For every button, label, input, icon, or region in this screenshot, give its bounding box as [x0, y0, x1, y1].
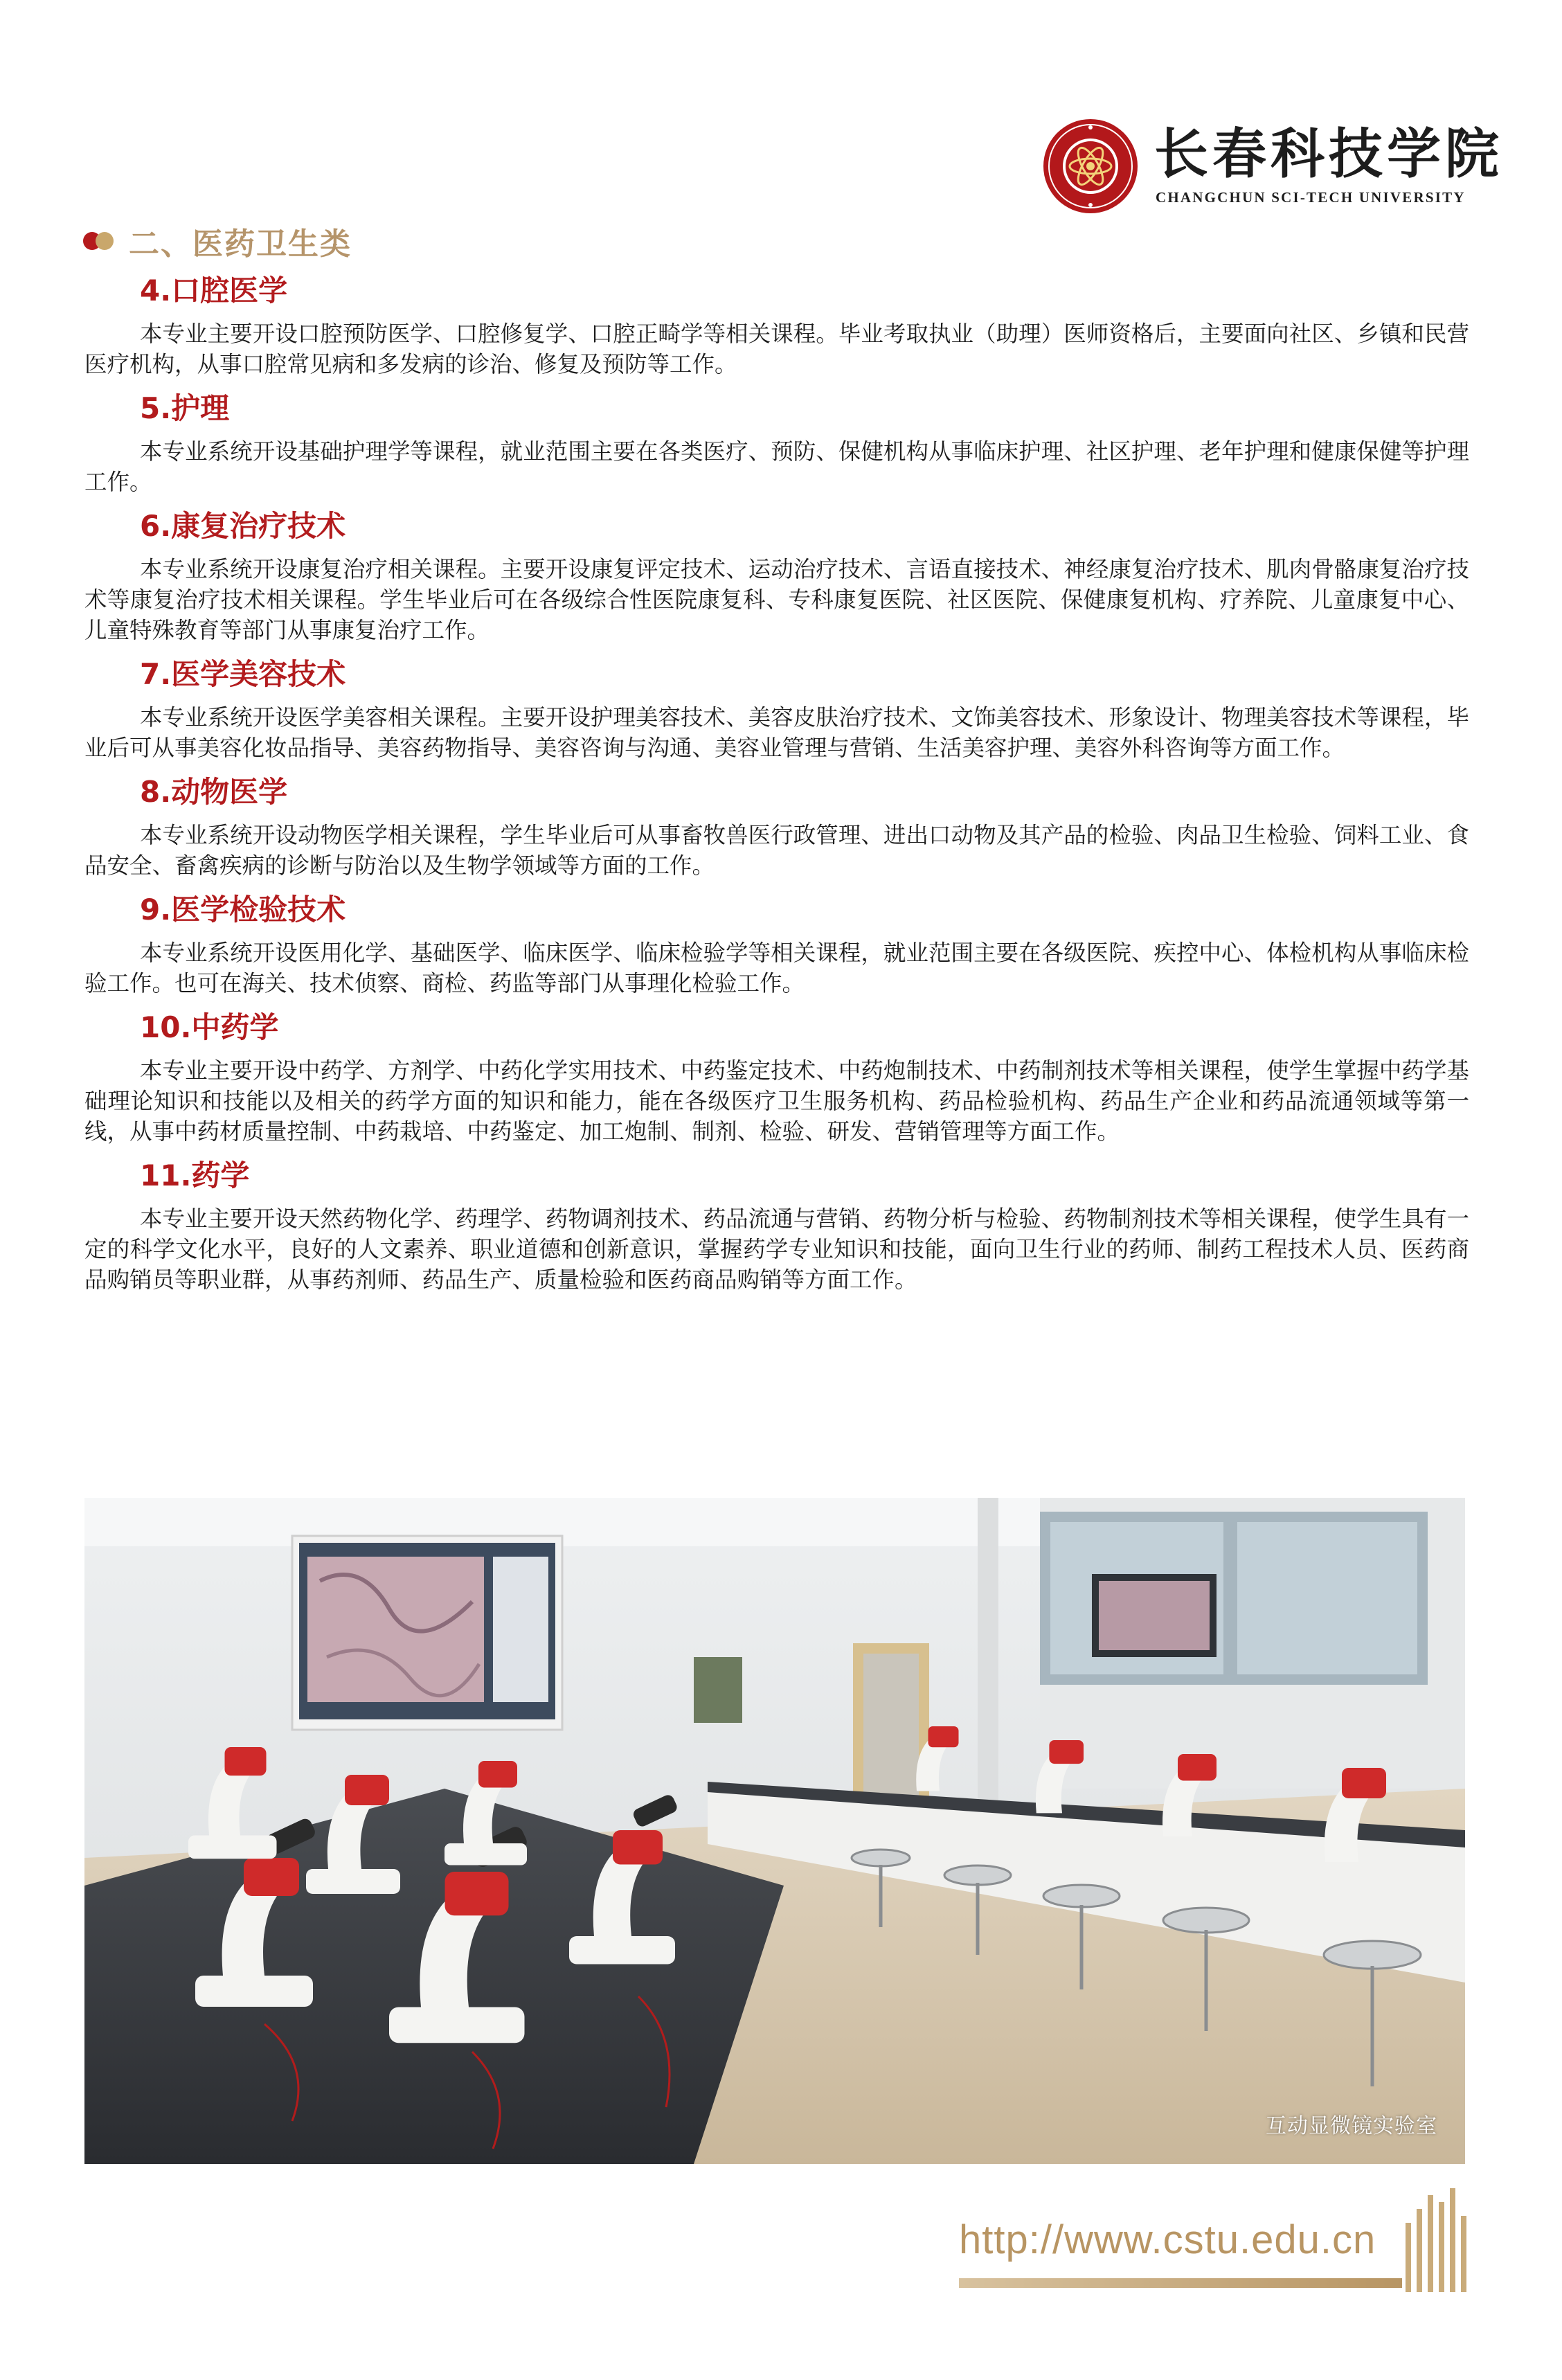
section-title: 二、医药卫生类: [129, 226, 352, 262]
photo-caption: 互动显微镜实验室: [1266, 2114, 1437, 2138]
lab-photo: [84, 1498, 1465, 2164]
program-title: 8.动物医学: [140, 775, 288, 809]
program-title: 9.医学检验技术: [140, 893, 346, 927]
program-item: [84, 1156, 1469, 1295]
microscope-lab-illustration: [84, 1498, 1465, 2164]
program-title: 11.药学: [140, 1158, 250, 1192]
bullet-gold-dot-icon: [96, 232, 114, 250]
program-description: 本专业主要开设天然药物化学、药理学、药物调剂技术、药品流通与营销、药物分析与检验、药物制剂技术等相关课程，使学生具有一定的科学文化水平，良好的人文素养、职业道德和创新意识，掌握药学专业知识和技能，面向卫生行业的药师、制药工程技术人员、医药商品购销员等职业群，从事药剂师、药品生产、质量检验和医药商品购销等方面工作。: [84, 1206, 1469, 1293]
program-description: 本专业主要开设口腔预防医学、口腔修复学、口腔正畸学等相关课程。毕业考取执业（助理）医师资格后，主要面向社区、乡镇和民营医疗机构，从事口腔常见病和多发病的诊治、修复及预防等工作。: [84, 321, 1469, 377]
program-list: [84, 271, 1469, 1305]
program-description: 本专业系统开设动物医学相关课程，学生毕业后可从事畜牧兽医行政管理、进出口动物及其产品的检验、肉品卫生检验、饲料工业、食品安全、畜禽疾病的诊断与防治以及生物学领域等方面的工作。: [84, 822, 1469, 879]
university-logo: [1042, 118, 1504, 215]
website-url[interactable]: http://www.cstu.edu.cn: [959, 2217, 1376, 2262]
program-description: 本专业主要开设中药学、方剂学、中药化学实用技术、中药鉴定技术、中药炮制技术、中药制剂技术等相关课程，使学生掌握中药学基础理论知识和技能以及相关的药学方面的知识和能力，能在各级医疗卫生服务机构、药品检验机构、药品生产企业和药品流通领域等第一线，从事中药材质量控制、中药栽培、中药鉴定、加工炮制、制剂、检验、研发、营销管理等方面工作。: [84, 1057, 1469, 1145]
program-description: 本专业系统开设医学美容相关课程。主要开设护理美容技术、美容皮肤治疗技术、文饰美容技术、形象设计、物理美容技术等课程，毕业后可从事美容化妆品指导、美容药物指导、美容咨询与沟通、美容业管理与营销、生活美容护理、美容外科咨询等方面工作。: [84, 704, 1469, 761]
school-name: 长春科技学院: [1154, 123, 1504, 186]
footer-divider: [959, 2278, 1402, 2288]
program-item: [84, 1008, 1469, 1147]
program-item: [84, 655, 1469, 763]
program-description: 本专业系统开设康复治疗相关课程。主要开设康复评定技术、运动治疗技术、言语直接技术、神经康复治疗技术、肌肉骨骼康复治疗技术等康复治疗技术相关课程。学生毕业后可在各级综合性医院康复科、专科康复医院、社区医院、保健康复机构、疗养院、儿童康复中心、儿童特殊教育等部门从事康复治疗工作。: [84, 556, 1469, 643]
program-title: 10.中药学: [140, 1010, 279, 1044]
program-title: 6.康复治疗技术: [140, 509, 346, 543]
program-description: 本专业系统开设基础护理学等课程，就业范围主要在各类医疗、预防、保健机构从事临床护理、社区护理、老年护理和健康保健等护理工作。: [84, 438, 1469, 495]
program-item: [84, 891, 1469, 999]
program-item: [84, 507, 1469, 645]
building-columns-icon: [1399, 2181, 1482, 2292]
program-title: 5.护理: [140, 391, 230, 425]
section-heading: [83, 220, 352, 262]
program-item: [84, 773, 1469, 881]
program-description: 本专业系统开设医用化学、基础医学、临床医学、临床检验学等相关课程，就业范围主要在各级医院、疾控中心、体检机构从事临床检验工作。也可在海关、技术侦察、商检、药监等部门从事理化检验工作。: [84, 940, 1469, 996]
university-seal-icon: [1042, 118, 1139, 215]
program-title: 4.口腔医学: [140, 274, 288, 307]
school-name-en: CHANGCHUN SCI-TECH UNIVERSITY: [1156, 189, 1466, 206]
program-item: [84, 389, 1469, 497]
program-title: 7.医学美容技术: [140, 657, 346, 691]
program-item: [84, 271, 1469, 379]
